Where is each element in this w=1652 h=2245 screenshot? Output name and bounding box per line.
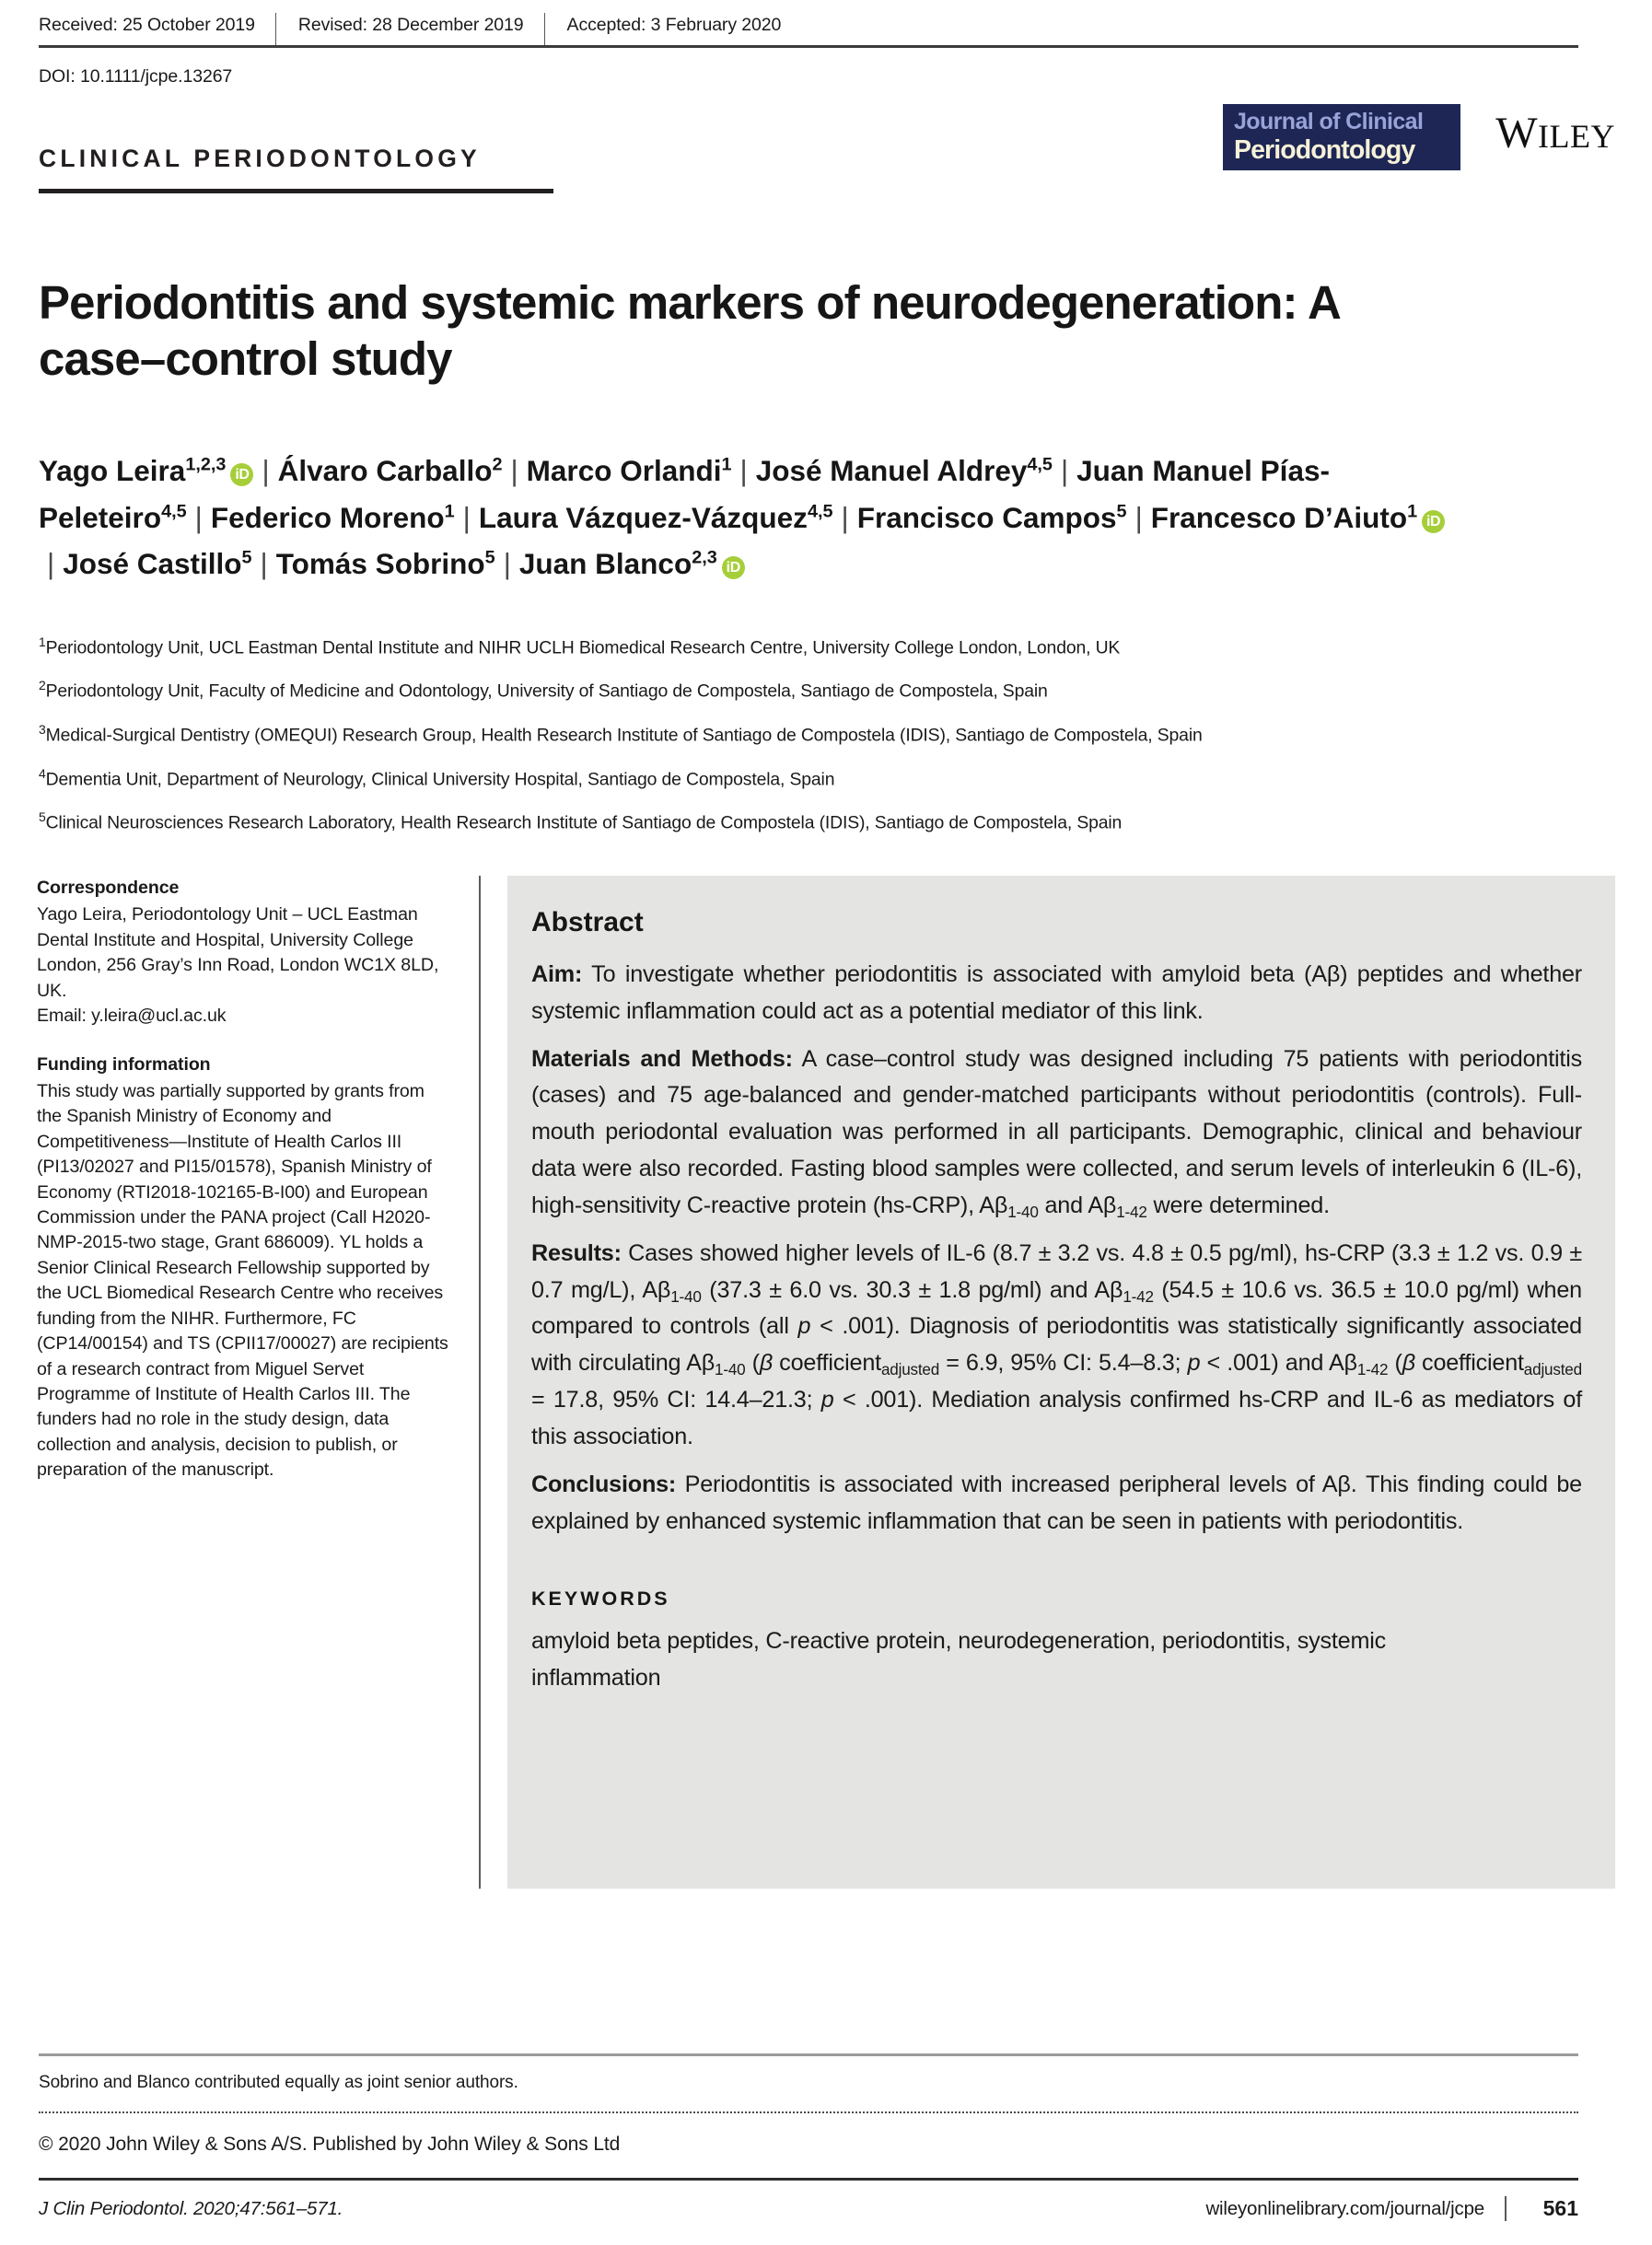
author-affiliation-marker: 5 (484, 547, 495, 568)
abstract-heading: Abstract (531, 906, 644, 937)
joint-authors-note: Sobrino and Blanco contributed equally as joint senior authors. (39, 2072, 518, 2092)
author-name: Juan Manuel Pías-Peleteiro (39, 454, 1330, 534)
doi-text: DOI: 10.1111/jcpe.13267 (39, 66, 233, 87)
footer-bottom-row (39, 2181, 1578, 2221)
author-name: Marco Orlandi (526, 454, 722, 488)
affiliation-item (39, 721, 1530, 748)
author-name: José Manuel Aldrey (755, 454, 1028, 488)
subscript: 1-40 (1007, 1202, 1039, 1221)
correspondence-column (37, 876, 479, 1483)
abstract-text-run: = 6.9, 95% CI: 5.4–8.3; (939, 1350, 1188, 1377)
author-name: Francesco D’Aiuto (1150, 500, 1408, 534)
abstract-section-label: Materials and Methods: (531, 1045, 793, 1072)
page-footer (37, 2053, 1615, 2221)
author-separator: | (1060, 454, 1069, 488)
orcid-icon[interactable]: iD (230, 463, 253, 486)
affiliation-item (39, 677, 1530, 704)
orcid-icon[interactable]: iD (1422, 510, 1445, 533)
author-affiliation-marker: 1 (1407, 501, 1418, 522)
subscript: 1-42 (1356, 1360, 1389, 1379)
italic-symbol: p (797, 1313, 811, 1340)
accepted-date: Accepted: 3 February 2020 (544, 13, 802, 45)
affiliation-number: 1 (39, 634, 46, 649)
author-name: Yago Leira (39, 454, 186, 488)
abstract-text-run: A case–control study was designed including 75 patients with periodontitis (cases) and 75 age-balanced and gender-matched participants without periodontitis (controls). Full-mouth periodontal evaluation was performed in all participants. Demographic, clinical and behaviour data were also recorded. Fasting blood samples were collected, and serum levels of interleukin 6 (IL-6), high-sensitivity C-reactive protein (hs-CRP), Aβ (531, 1045, 1582, 1218)
abstract-text-run: Periodontitis is associated with increased peripheral levels of Aβ. This finding could be explained by enhanced systemic inflammation that can be seen in patients with periodontitis. (531, 1471, 1582, 1534)
affiliation-item (39, 765, 1530, 792)
author-separator: | (194, 500, 203, 534)
abstract-text-run: (54.5 ± 10.6 vs. 36.5 ± 10.0 pg/ml) when compared to controls (all (531, 1276, 1582, 1340)
author-separator: | (1134, 500, 1143, 534)
abstract-text-run: were determined. (1146, 1192, 1330, 1218)
abstract-text-run: (37.3 ± 6.0 vs. 30.3 ± 1.8 pg/ml) and Aβ (701, 1276, 1123, 1303)
author-name: Tomás Sobrino (275, 547, 485, 581)
subscript: adjusted (880, 1360, 940, 1379)
abstract-paragraph (531, 957, 1582, 1030)
page-title: Periodontitis and systemic markers of neurodegeneration: A case–control study (39, 276, 1340, 385)
affiliation-text: Periodontology Unit, UCL Eastman Dental Institute and NIHR UCLH Biomedical Research Centre, University College London, London, UK (45, 637, 1121, 658)
author-separator: | (510, 454, 518, 488)
author-name: Álvaro Carballo (277, 454, 493, 488)
abstract-text-run: Cases showed higher levels of IL-6 (8.7 ± 3.2 vs. 4.8 ± 0.5 pg/ml), hs-CRP (3.3 ± 1.2 vs. 0.9 ± 0.7 mg/L), Aβ (531, 1239, 1582, 1303)
body-columns (37, 876, 1615, 1889)
correspondence-email: Email: y.leira@ucl.ac.uk (37, 1006, 227, 1027)
abstract-section-label: Conclusions: (531, 1471, 677, 1497)
author-affiliation-marker: 4,5 (1027, 454, 1053, 475)
abstract-text-run: To investigate whether periodontitis is associated with amyloid beta (Aβ) peptides and whether systemic inflammation could act as a potential mediator of this link. (531, 960, 1582, 1024)
author-affiliation-marker: 1 (444, 501, 455, 522)
affiliation-item (39, 634, 1530, 660)
abstract-text-run: < .001). Mediation analysis confirmed hs-CRP and IL-6 as mediators of this association. (531, 1387, 1582, 1449)
author-affiliation-marker: 4,5 (161, 501, 187, 522)
author-separator: | (47, 547, 55, 581)
subscript: 1-40 (670, 1286, 702, 1306)
author-separator: | (262, 454, 270, 488)
journal-url[interactable]: wileyonlinelibrary.com/journal/jcpe (1205, 2197, 1484, 2219)
subscript: 1-42 (1116, 1202, 1147, 1221)
funding-heading: Funding information (37, 1053, 211, 1075)
subscript: 1-40 (715, 1360, 746, 1379)
journal-name-underline (39, 189, 553, 193)
journal-logo-line1: Journal of Clinical (1234, 109, 1424, 134)
affiliation-text: Clinical Neurosciences Research Laboratory, Health Research Institute of Santiago de Compostela (IDIS), Santiago de Compostela, Spain (45, 812, 1123, 833)
funding-text: This study was partially supported by grants from the Spanish Ministry of Economy and Competitiveness—Institute of Health Carlos III (PI13/02027 and PI15/01578), Spanish Ministry of Economy (RTI2018-102165-B-I00) and European Commission under the PANA project (Call H2020-NMP-2015-two stage, Grant 686009). YL holds a Senior Clinical Research Fellowship supported by the UCL Biomedical Research Centre who receives funding from the NIHR. Furthermore, FC (CP14/00154) and TS (CPII17/00027) are recipients of a research contract from Miguel Servet Programme of Institute of Health Carlos III. The funders had no role in the study design, data collection and analysis, decision to publish, or preparation of the manuscript. (37, 1080, 448, 1481)
affiliation-number: 2 (39, 678, 46, 693)
author-affiliation-marker: 4,5 (807, 501, 833, 522)
affiliation-number: 4 (39, 765, 46, 781)
received-date: Received: 25 October 2019 (39, 15, 255, 35)
author-list (39, 448, 1521, 587)
journal-name: CLINICAL PERIODONTOLOGY (39, 145, 481, 172)
author-separator: | (462, 500, 471, 534)
author-name: Francisco Campos (856, 500, 1117, 534)
author-affiliation-marker: 5 (1116, 501, 1127, 522)
abstract-text-run: coefficient (1414, 1350, 1524, 1377)
italic-symbol: β (1402, 1350, 1415, 1377)
article-history-bar (37, 0, 1615, 45)
affiliation-text: Dementia Unit, Department of Neurology, Clinical University Hospital, Santiago de Compostela, Spain (45, 769, 835, 790)
keywords-text: amyloid beta peptides, C-reactive protein, neurodegeneration, periodontitis, systemic inflammation (531, 1628, 1387, 1692)
journal-branding-row (37, 109, 1615, 227)
abstract-text-run: < .001). Diagnosis of periodontitis was statistically significantly associated with circulating Aβ (531, 1313, 1582, 1377)
column-spacer (37, 1029, 453, 1053)
author-affiliation-marker: 1,2,3 (185, 454, 227, 475)
italic-symbol: p (1187, 1350, 1201, 1377)
affiliation-number: 3 (39, 721, 46, 737)
author-separator: | (503, 547, 511, 581)
author-name: Federico Moreno (210, 500, 445, 534)
affiliation-number: 5 (39, 809, 46, 825)
author-name: Juan Blanco (518, 547, 692, 581)
abstract-text-run: < .001) and Aβ (1200, 1350, 1357, 1377)
abstract-text-run: ( (745, 1350, 760, 1377)
author-affiliation-marker: 1 (721, 454, 732, 475)
abstract-box (507, 876, 1615, 1889)
italic-symbol: β (759, 1350, 774, 1377)
author-separator: | (739, 454, 748, 488)
abstract-paragraph (531, 1041, 1582, 1225)
affiliation-item (39, 808, 1530, 835)
keywords-heading: KEYWORDS (531, 1588, 670, 1611)
abstract-paragraph (531, 1236, 1582, 1456)
author-affiliation-marker: 2 (492, 454, 503, 475)
affiliation-list (39, 634, 1530, 835)
journal-logo-line2: Periodontology (1234, 135, 1415, 165)
abstract-sections (531, 957, 1582, 1540)
page-number: 561 (1505, 2196, 1578, 2221)
author-separator: | (841, 500, 849, 534)
citation-text: J Clin Periodontol. 2020;47:561–571. (39, 2197, 343, 2219)
copyright-text: © 2020 John Wiley & Sons A/S. Published by John Wiley & Sons Ltd (39, 2133, 621, 2155)
abstract-text-run: coefficient (773, 1350, 881, 1377)
author-separator: | (260, 547, 268, 581)
abstract-text-run: = 17.8, 95% CI: 14.4–21.3; (531, 1387, 821, 1413)
affiliation-text: Medical-Surgical Dentistry (OMEQUI) Research Group, Health Research Institute of Santiago de Compostela (IDIS), Santiago de Compostela, Spain (45, 725, 1203, 746)
abstract-text-run: and Aβ (1038, 1192, 1117, 1218)
abstract-text-run: ( (1388, 1350, 1402, 1377)
affiliation-text: Periodontology Unit, Faculty of Medicine and Odontology, University of Santiago de Compostela, Santiago de Compostela, Spain (45, 680, 1048, 702)
orcid-icon[interactable]: iD (722, 556, 745, 579)
italic-symbol: p (820, 1387, 834, 1413)
journal-logo (1223, 104, 1460, 170)
author-affiliation-marker: 5 (241, 547, 252, 568)
author-name: Laura Vázquez-Vázquez (478, 500, 808, 534)
author-affiliation-marker: 2,3 (692, 547, 717, 568)
column-divider (479, 876, 481, 1889)
correspondence-text: Yago Leira, Periodontology Unit – UCL Eastman Dental Institute and Hospital, University College London, 256 Gray’s Inn Road, London WC1X 8LD, UK. (37, 904, 439, 1001)
abstract-paragraph (531, 1467, 1582, 1541)
wiley-logo: WILEY (1495, 109, 1615, 157)
subscript: 1-42 (1123, 1286, 1154, 1306)
revised-date: Revised: 28 December 2019 (275, 13, 544, 45)
subscript: adjusted (1523, 1360, 1582, 1379)
correspondence-heading: Correspondence (37, 877, 180, 898)
abstract-section-label: Results: (531, 1239, 622, 1266)
author-name: José Castillo (63, 547, 242, 581)
abstract-section-label: Aim: (531, 960, 583, 987)
